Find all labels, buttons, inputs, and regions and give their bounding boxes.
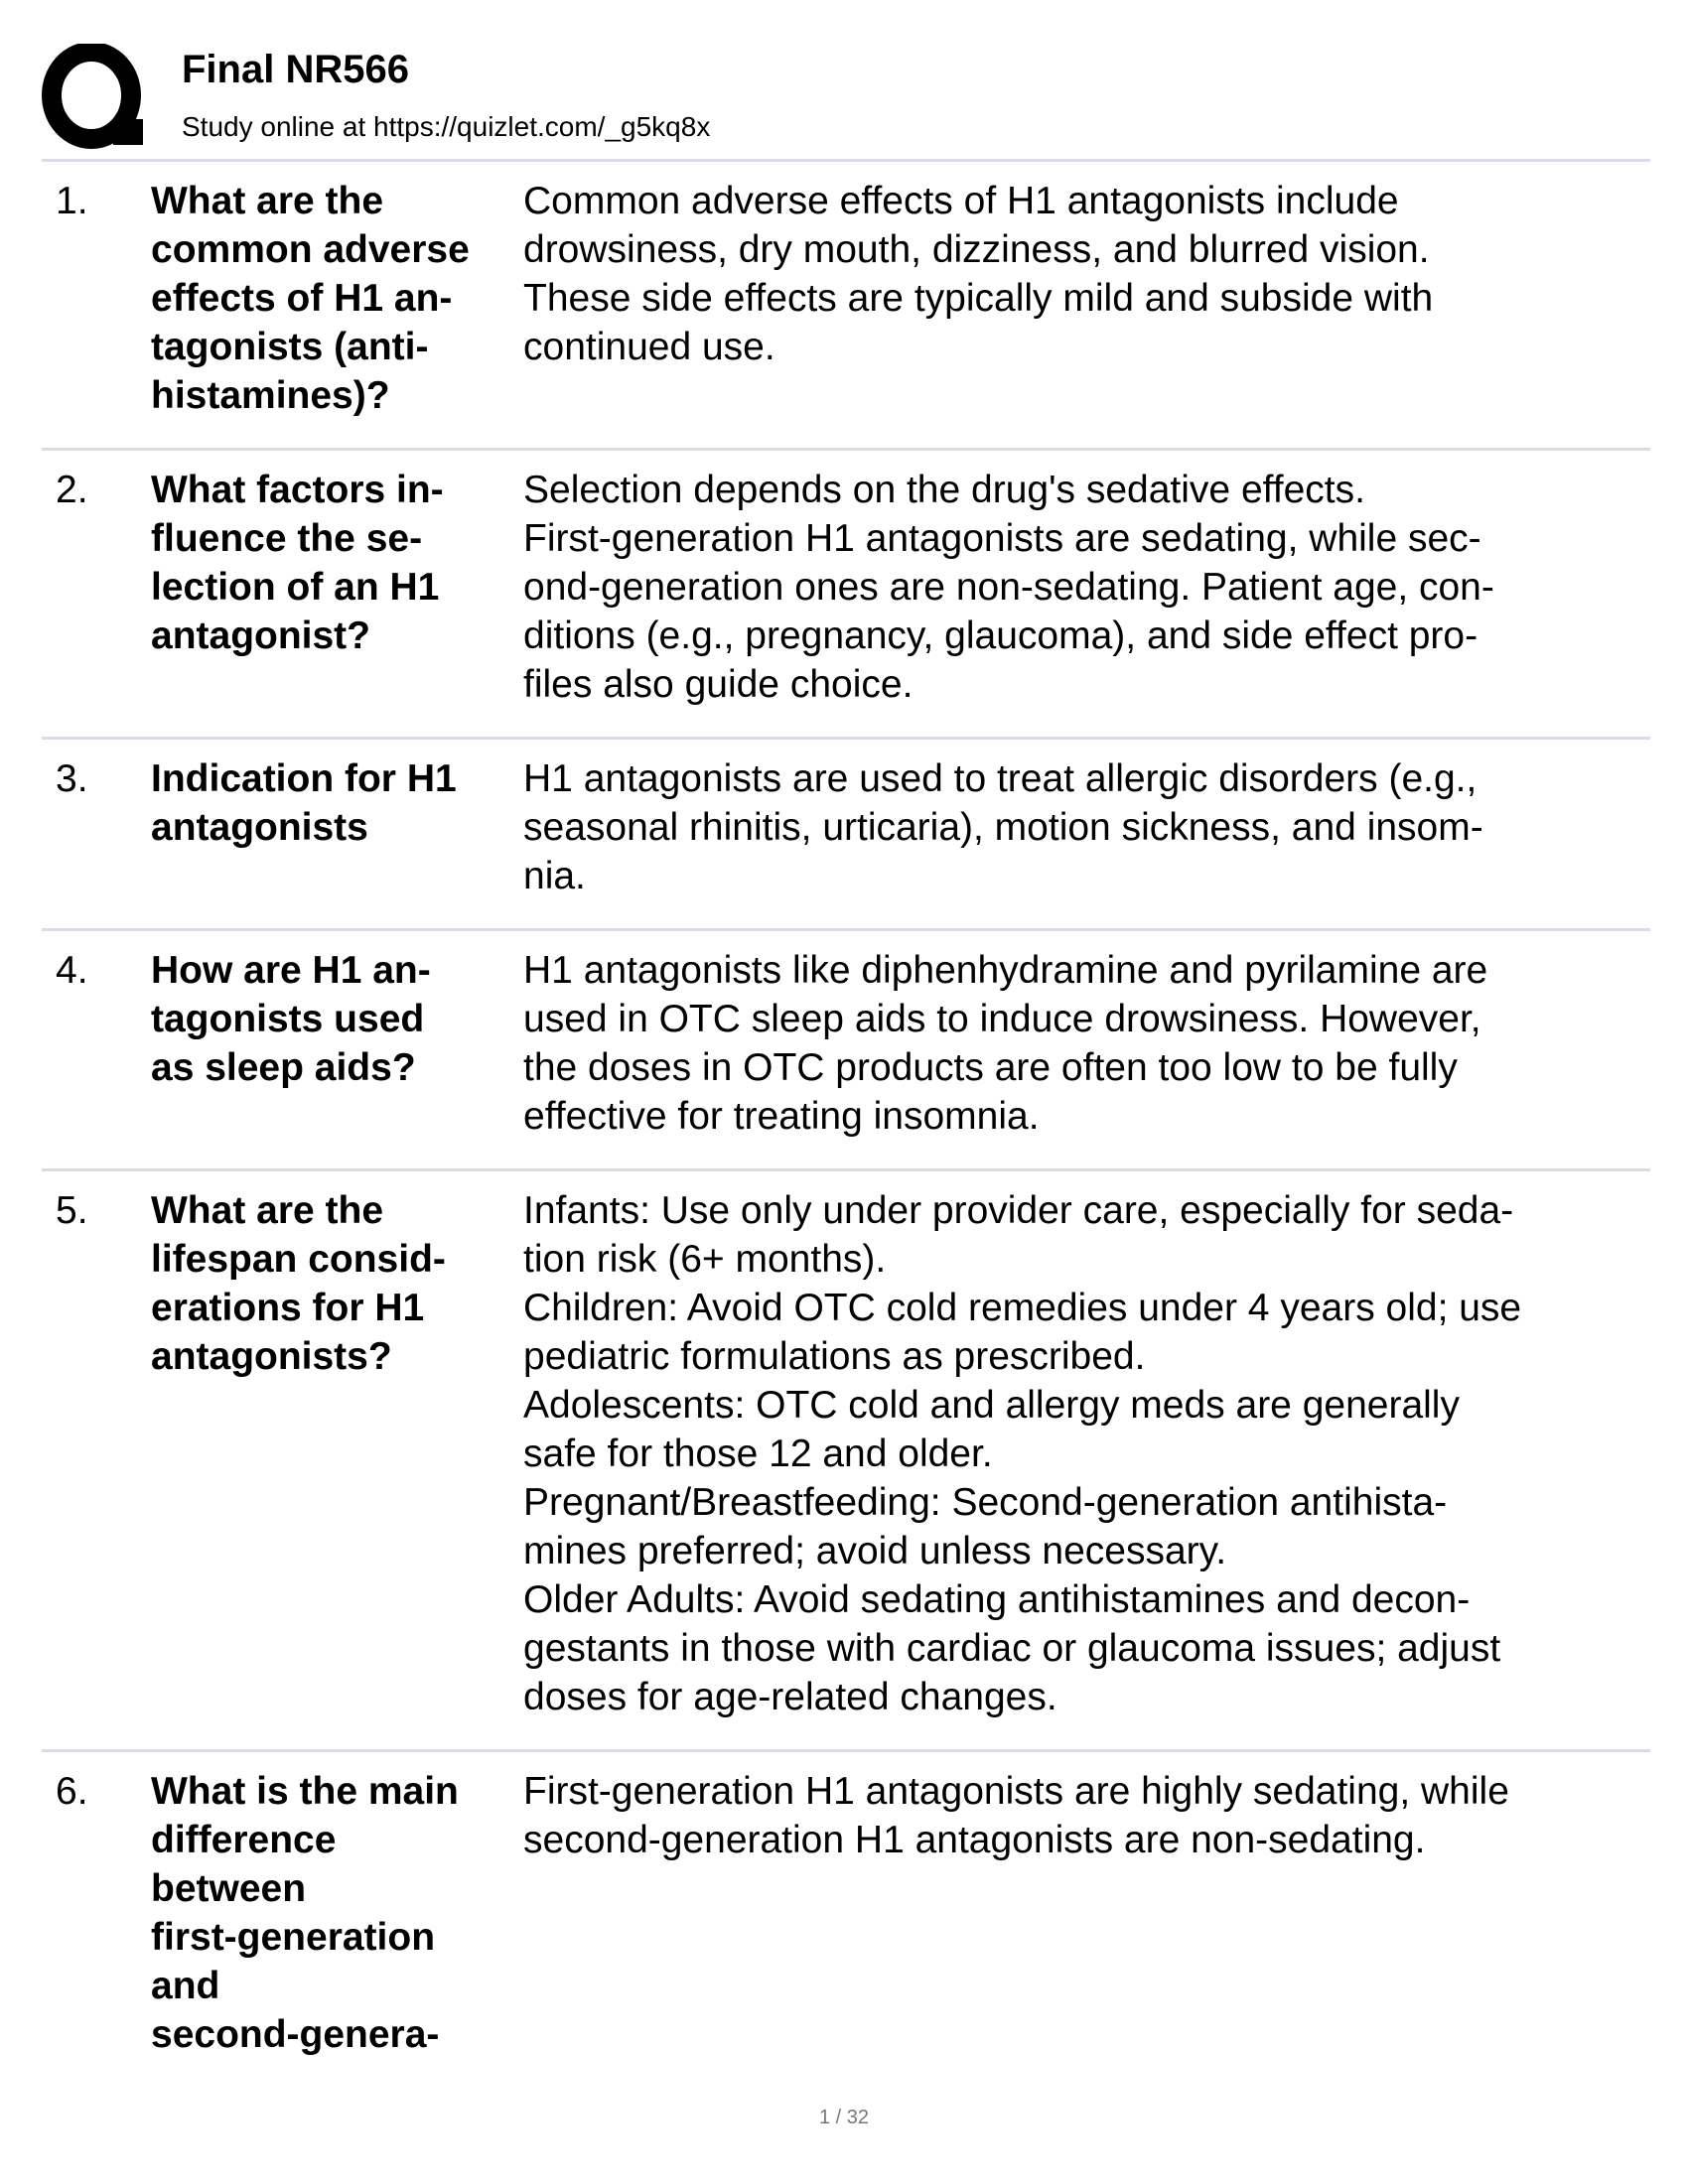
term-line: common adverse (151, 228, 470, 271)
flashcard-list (42, 159, 1650, 2087)
term-line: antagonists? (151, 1335, 392, 1378)
flashcard-row (42, 1168, 1650, 1749)
definition-line: First-generation H1 antagonists are sedating, while sec- (523, 517, 1481, 560)
definition-line: safe for those 12 and older. (523, 1433, 993, 1475)
definition-line: doses for age-related changes. (523, 1676, 1057, 1718)
term-line: What are the (151, 180, 384, 222)
term-line: second-genera- (151, 2013, 440, 2056)
term-line: between (151, 1867, 307, 1910)
definition-line: gestants in those with cardiac or glaucoma issues; adjust (523, 1627, 1501, 1670)
card-number: 1. (56, 180, 88, 222)
flashcard-row (42, 928, 1650, 1168)
card-term (151, 1767, 523, 2059)
card-term (151, 754, 523, 900)
definition-line: Pregnant/Breastfeeding: Second-generation antihista- (523, 1481, 1448, 1524)
term-line: Indication for H1 (151, 757, 457, 800)
term-line: effects of H1 an- (151, 277, 453, 320)
definition-line: the doses in OTC products are often too low to be fully (523, 1046, 1458, 1089)
quizlet-logo-icon (42, 44, 149, 149)
definition-line: pediatric formulations as prescribed. (523, 1335, 1146, 1378)
flashcard-row (42, 1749, 1650, 2087)
definition-line: used in OTC sleep aids to induce drowsiness. However, (523, 998, 1481, 1040)
term-line: tagonists (anti- (151, 326, 429, 368)
term-line: lifespan consid- (151, 1238, 446, 1281)
definition-line: drowsiness, dry mouth, dizziness, and blurred vision. (523, 228, 1430, 271)
definition-line: mines preferred; avoid unless necessary. (523, 1530, 1227, 1572)
definition-line: First-generation H1 antagonists are highly sedating, while (523, 1770, 1509, 1813)
card-number: 5. (56, 1189, 88, 1232)
card-number: 6. (56, 1770, 88, 1813)
definition-line: ond-generation ones are non-sedating. Patient age, con- (523, 566, 1494, 609)
flashcard-row (42, 159, 1650, 448)
term-line: lection of an H1 (151, 566, 440, 609)
term-line: antagonist? (151, 614, 370, 657)
term-line: and (151, 1965, 220, 2007)
card-definition (523, 754, 1650, 900)
page-number: 1 / 32 (818, 2107, 870, 2128)
card-definition (523, 1767, 1650, 2059)
definition-line: Children: Avoid OTC cold remedies under 4 years old; use (523, 1287, 1522, 1329)
definition-line: Selection depends on the drug's sedative effects. (523, 469, 1365, 511)
definition-line: effective for treating insomnia. (523, 1095, 1040, 1138)
card-number: 2. (56, 469, 88, 511)
definition-line: Adolescents: OTC cold and allergy meds are generally (523, 1384, 1460, 1427)
definition-line: seasonal rhinitis, urticaria), motion sickness, and insom- (523, 806, 1483, 849)
definition-line: Infants: Use only under provider care, especially for seda- (523, 1189, 1514, 1232)
definition-line: Older Adults: Avoid sedating antihistamines and decon- (523, 1578, 1471, 1621)
term-line: first-generation (151, 1916, 436, 1959)
card-term (151, 177, 523, 420)
term-line: antagonists (151, 806, 368, 849)
card-definition (523, 1186, 1650, 1721)
card-term (151, 1186, 523, 1721)
term-line: What are the (151, 1189, 384, 1232)
flashcard-row (42, 448, 1650, 737)
card-term (151, 466, 523, 709)
term-line: How are H1 an- (151, 949, 431, 992)
term-line: erations for H1 (151, 1287, 425, 1329)
term-line: difference (151, 1819, 337, 1861)
definition-line: H1 antagonists are used to treat allergic disorders (e.g., (523, 757, 1477, 800)
card-number: 3. (56, 757, 88, 800)
card-definition (523, 946, 1650, 1141)
term-line: fluence the se- (151, 517, 423, 560)
card-number: 4. (56, 949, 88, 992)
definition-line: H1 antagonists like diphenhydramine and pyrilamine are (523, 949, 1488, 992)
term-line: histamines)? (151, 374, 390, 417)
card-definition (523, 177, 1650, 420)
flashcard-row (42, 737, 1650, 928)
definition-line: second-generation H1 antagonists are non-sedating. (523, 1819, 1426, 1861)
definition-line: tion risk (6+ months). (523, 1238, 887, 1281)
document-title: Final NR566 (182, 48, 409, 91)
term-line: What is the main (151, 1770, 459, 1813)
study-online-link[interactable]: Study online at https://quizlet.com/_g5kq8x (182, 111, 711, 142)
definition-line: ditions (e.g., pregnancy, glaucoma), and side effect pro- (523, 614, 1478, 657)
definition-line: These side effects are typically mild and subside with (523, 277, 1434, 320)
definition-line: nia. (523, 855, 586, 897)
definition-line: continued use. (523, 326, 775, 368)
term-line: What factors in- (151, 469, 444, 511)
card-definition (523, 466, 1650, 709)
term-line: tagonists used (151, 998, 425, 1040)
definition-line: files also guide choice. (523, 663, 914, 706)
definition-line: Common adverse effects of H1 antagonists include (523, 180, 1399, 222)
card-term (151, 946, 523, 1141)
term-line: as sleep aids? (151, 1046, 416, 1089)
